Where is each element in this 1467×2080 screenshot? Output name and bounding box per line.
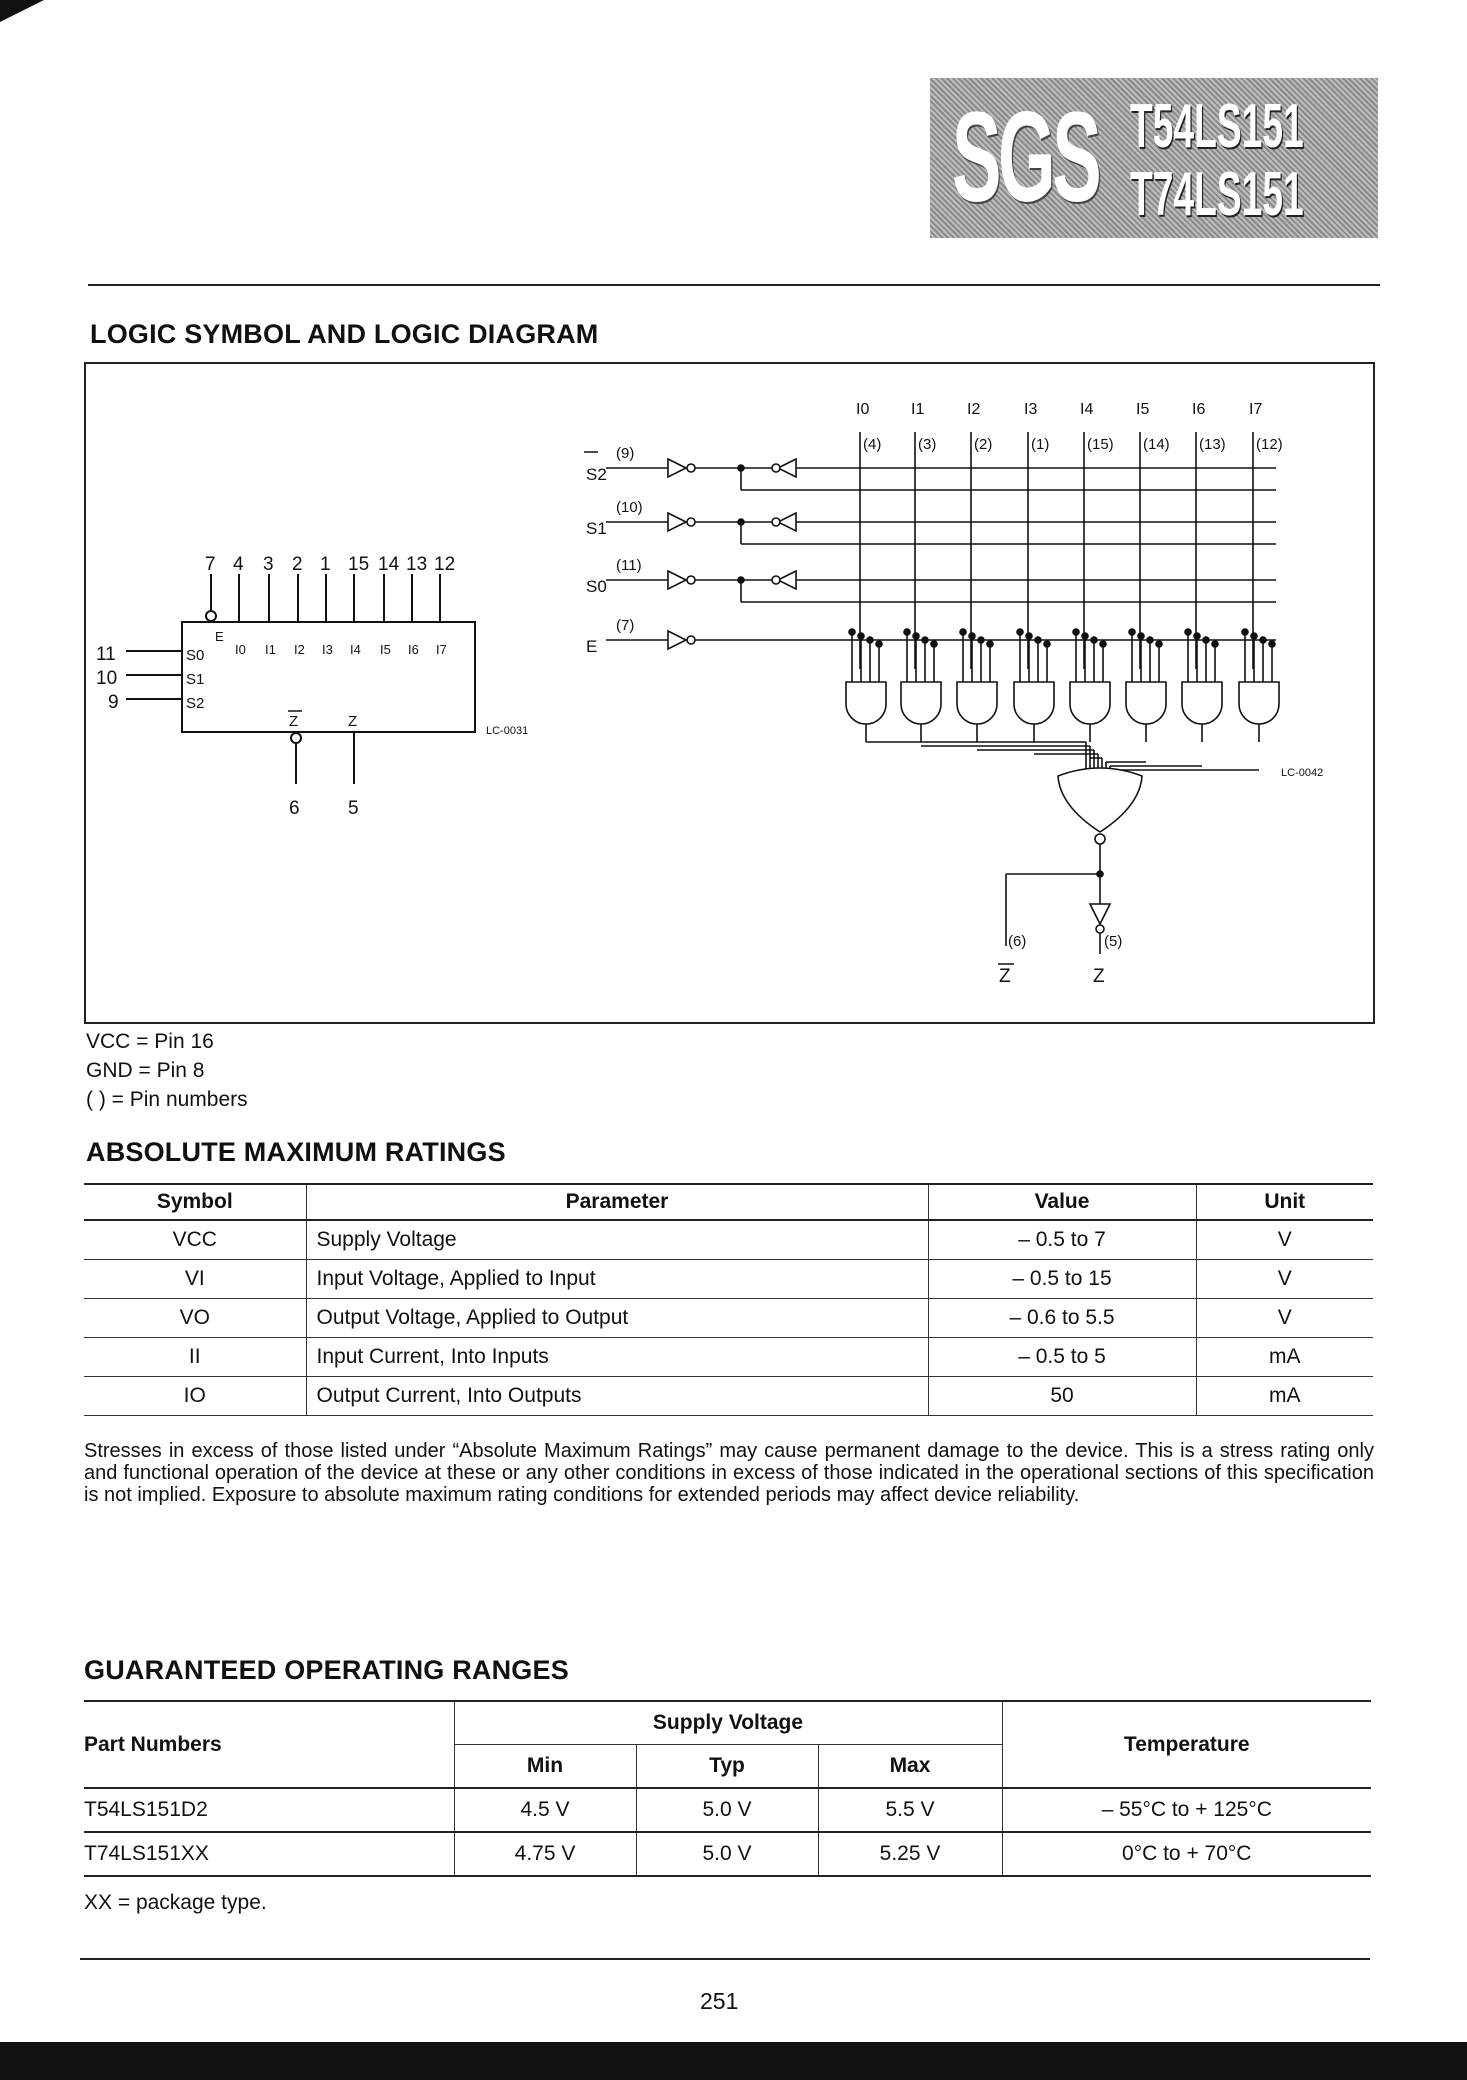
amr-symbol: II [84,1338,306,1377]
diagram-out-pin-5: (5) [1104,933,1123,950]
diagram-select-pin: (9) [616,445,635,462]
amr-value: – 0.6 to 5.5 [928,1299,1196,1338]
gor-part: T74LS151XX [84,1832,454,1876]
node [738,577,744,583]
gor-typ: 5.0 V [636,1788,818,1832]
symbol-out-zbar: Z [289,713,299,730]
gor-part: T54LS151D2 [84,1788,454,1832]
section-title-amr: ABSOLUTE MAXIMUM RATINGS [86,1137,506,1167]
table-row [84,1260,1373,1299]
note-vcc: VCC = Pin 16 [86,1030,214,1053]
amr-header-row [84,1184,1373,1220]
amr-unit: mA [1196,1377,1373,1416]
symbol-code: LC-0031 [486,725,529,737]
amr-parameter: Input Current, Into Inputs [306,1338,928,1377]
symbol-out-z: Z [348,713,358,730]
scan-bottom-edge [0,2042,1467,2080]
amr-unit: V [1196,1260,1373,1299]
and-gate [1126,682,1166,724]
node [876,641,882,647]
symbol-input-label: I6 [408,642,419,657]
symbol-input-label: I0 [235,642,246,657]
and-gate [957,682,997,724]
diagram-input-pin: (13) [1199,436,1226,453]
node [1242,629,1248,635]
section-title-logic: LOGIC SYMBOL AND LOGIC DIAGRAM [90,319,599,349]
symbol-pin-top: 15 [348,554,370,575]
node [1203,637,1209,643]
diagram-input-label: I1 [911,401,925,418]
node [738,465,744,471]
diagram-select-pin: (10) [616,499,643,516]
table-row [84,1338,1373,1377]
amr-unit: V [1196,1299,1373,1338]
and-gate [1014,682,1054,724]
diagram-input-pin: (1) [1031,436,1050,453]
node [913,633,919,639]
gor-h-part: Part Numbers [84,1701,454,1788]
footer-rule [80,1958,1370,1960]
gor-typ: 5.0 V [636,1832,818,1876]
symbol-label-s2: S2 [186,695,205,712]
node [1035,637,1041,643]
node [1194,633,1200,639]
gor-max: 5.5 V [818,1788,1002,1832]
node [922,637,928,643]
and-gate [846,682,886,724]
diagram-input-label: I0 [856,401,870,418]
amr-value: 50 [928,1377,1196,1416]
symbol-pin-top: 13 [406,554,428,575]
symbol-label-s1: S1 [186,671,205,688]
symbol-input-label: I7 [436,642,447,657]
amr-h-value: Value [928,1184,1196,1220]
gor-temp: – 55°C to + 125°C [1002,1788,1371,1832]
output-inverter [1090,904,1110,924]
package-footnote: XX = package type. [84,1891,267,1914]
and-gate [1070,682,1110,724]
logic-diagram-box [84,362,1375,1111]
node [1026,633,1032,639]
table-row [84,1788,1371,1832]
amr-unit: mA [1196,1338,1373,1377]
node [1212,641,1218,647]
node [1044,641,1050,647]
node [1138,633,1144,639]
gor-h-min: Min [454,1745,636,1789]
table-row [84,1299,1373,1338]
symbol-pin-s0: 11 [96,644,116,665]
amr-symbol: VI [84,1260,306,1299]
and-gate [901,682,941,724]
buffer-triangle [668,631,686,649]
diagram-input-pin: (14) [1143,436,1170,453]
amr-h-parameter: Parameter [306,1184,928,1220]
amr-unit: V [1196,1220,1373,1260]
gor-min: 4.5 V [454,1788,636,1832]
node [1185,629,1191,635]
diagram-input-label: I2 [967,401,981,418]
node [904,629,910,635]
symbol-input-label: I2 [294,642,305,657]
amr-value: – 0.5 to 5 [928,1338,1196,1377]
symbol-pin-5: 5 [348,798,359,819]
amr-parameter: Input Voltage, Applied to Input [306,1260,928,1299]
node [960,629,966,635]
and-gate [1182,682,1222,724]
node [1097,871,1103,877]
inverter-bubble [772,518,780,526]
symbol-pin-top: 7 [205,554,216,575]
buffer-triangle [668,513,686,531]
page-number: 251 [700,1988,739,2014]
inverter-bubble [687,464,695,472]
section-title-gor: GUARANTEED OPERATING RANGES [84,1655,569,1685]
node [1100,641,1106,647]
gor-temp: 0°C to + 70°C [1002,1832,1371,1876]
diagram-code: LC-0042 [1281,767,1324,779]
symbol-pin-top: 4 [233,554,244,575]
node [969,633,975,639]
gor-header-row-1 [84,1701,1371,1745]
symbol-input-label: I3 [322,642,333,657]
node [1082,633,1088,639]
node [858,633,864,639]
node [738,519,744,525]
node [867,637,873,643]
node [1073,629,1079,635]
diagram-input-pin: (15) [1087,436,1114,453]
symbol-pin-s1: 10 [96,668,118,689]
amr-parameter: Supply Voltage [306,1220,928,1260]
symbol-body [182,622,475,732]
symbol-input-label: I1 [265,642,276,657]
symbol-input-label: I4 [350,642,361,657]
amr-parameter: Output Voltage, Applied to Output [306,1299,928,1338]
node [849,629,855,635]
symbol-label-s0: S0 [186,647,205,664]
inverter-bubble [687,636,695,644]
nor-gate [1058,768,1142,832]
part-number-1: T54LS151 [1130,92,1304,161]
symbol-pin-s2: 9 [108,692,119,713]
diagram-input-label: I7 [1249,401,1263,418]
node [1156,641,1162,647]
amr-parameter: Output Current, Into Outputs [306,1377,928,1416]
amr-value: – 0.5 to 15 [928,1260,1196,1299]
diagram-input-pin: (3) [918,436,937,453]
diagram-select-pin: (7) [616,617,635,634]
symbol-pin-top: 1 [320,554,331,575]
diagram-input-pin: (12) [1256,436,1283,453]
gor-max: 5.25 V [818,1832,1002,1876]
gor-h-typ: Typ [636,1745,818,1789]
node [978,637,984,643]
gor-min: 4.75 V [454,1832,636,1876]
diagram-out-z: Z [1093,966,1105,987]
diagram-select-label: S1 [586,519,607,538]
amr-h-symbol: Symbol [84,1184,306,1220]
diagram-input-pin: (2) [974,436,993,453]
diagram-select-label: E [586,637,598,656]
logic-diagram-svg [86,364,1373,1022]
symbol-pin-top: 2 [292,554,303,575]
table-row [84,1832,1371,1876]
diagram-input-label: I5 [1136,401,1150,418]
diagram-input-label: I6 [1192,401,1206,418]
table-row [84,1377,1373,1416]
node [1129,629,1135,635]
buffer-triangle [668,571,686,589]
node [1091,637,1097,643]
inverter-bubble [772,464,780,472]
diagram-out-zbar: Z [999,966,1011,987]
diagram-select-pin: (11) [616,557,642,574]
inverter-bubble [687,576,695,584]
node [987,641,993,647]
gor-h-temp: Temperature [1002,1701,1371,1788]
diagram-input-label: I3 [1024,401,1038,418]
pin-notes [86,1027,1373,1114]
node [1251,633,1257,639]
symbol-pin-top: 14 [378,554,400,575]
inverter-bubble [687,518,695,526]
node [1017,629,1023,635]
inverter-bubble [1096,925,1104,933]
amr-h-unit: Unit [1196,1184,1373,1220]
amr-value: – 0.5 to 7 [928,1220,1196,1260]
brand-logo [930,78,1378,238]
diagram-out-pin-6: (6) [1008,933,1027,950]
symbol-pin-6: 6 [289,798,300,819]
node [931,641,937,647]
header-rule [88,284,1380,286]
symbol-input-label: I5 [380,642,391,657]
inverter-bubble [772,576,780,584]
gor-h-supply: Supply Voltage [454,1701,1002,1745]
symbol-input-label: E [215,629,224,644]
and-gate [1239,682,1279,724]
diagram-select-label: S2 [586,465,607,484]
diagram-select-label: S0 [586,577,607,596]
amr-symbol: IO [84,1377,306,1416]
nor-bubble [1095,834,1105,844]
diagram-input-label: I4 [1080,401,1094,418]
buffer-triangle [668,459,686,477]
part-number-2: T74LS151 [1130,160,1304,229]
symbol-pin-top: 3 [263,554,274,575]
corner-mark [0,0,44,22]
logo-text: SGS [952,86,1099,229]
stress-note: Stresses in excess of those listed under “Absolute Maximum Ratings” may cause permanent damage to the device. This is a stress rating only and functional operation of the device at these or any other conditions in excess of those indicated in the operational sections of this specification is not implied. Exposure to absolute maximum rating conditions for extended periods may affect device reliability. [84,1440,1374,1506]
amr-table [84,1183,1373,1416]
diagram-input-pin: (4) [863,436,882,453]
node [1260,637,1266,643]
note-gnd: GND = Pin 8 [86,1059,205,1082]
table-row [84,1220,1373,1260]
gor-table [84,1700,1371,1877]
note-pins: ( ) = Pin numbers [86,1088,248,1111]
gor-h-max: Max [818,1745,1002,1789]
amr-symbol: VO [84,1299,306,1338]
node [1147,637,1153,643]
node [1269,641,1275,647]
symbol-pin-top: 12 [434,554,456,575]
amr-symbol: VCC [84,1220,306,1260]
